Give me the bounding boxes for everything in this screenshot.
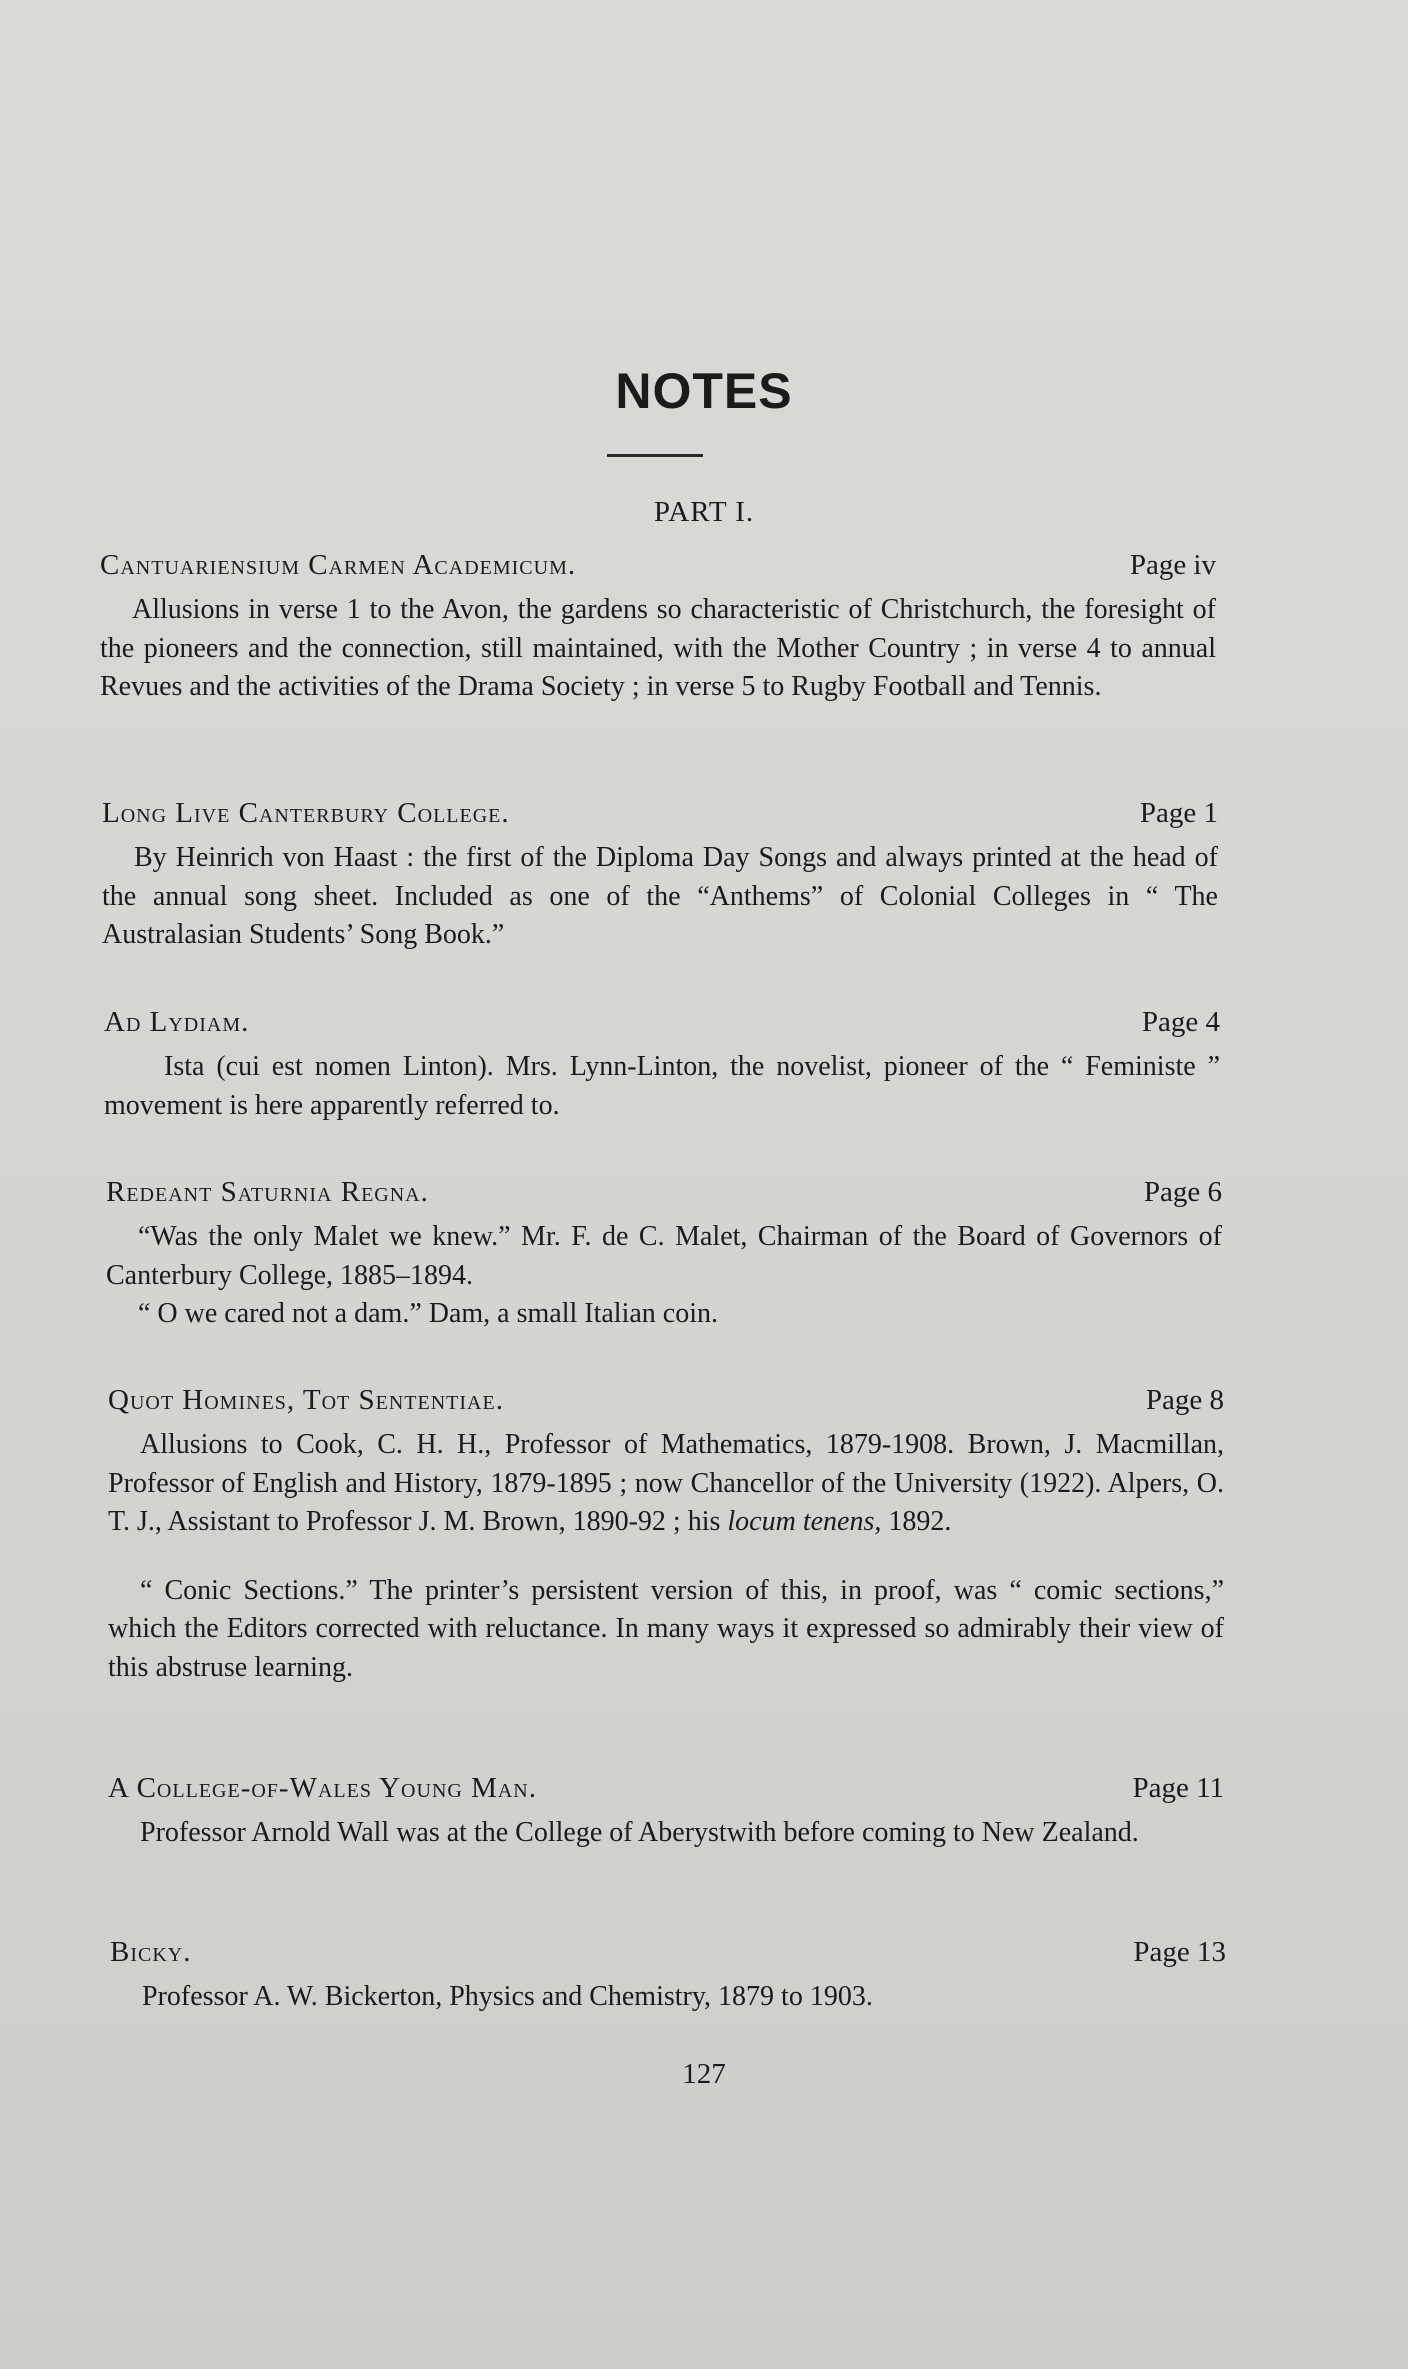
note-paragraph: “ O we cared not a dam.” Dam, a small Italian coin.: [138, 1298, 718, 1329]
note-paragraph: Professor A. W. Bickerton, Physics and Chemistry, 1879 to 1903.: [142, 1981, 873, 2012]
note-page-ref: Page 1: [1139, 797, 1218, 829]
note-entry: [102, 793, 1218, 955]
note-heading: Bicky.: [110, 1936, 192, 1968]
note-entry: [108, 1768, 1224, 1853]
page-number: 127: [682, 2058, 726, 2090]
note-page-ref: Page 4: [1141, 1006, 1220, 1038]
note-heading: Long Live Canterbury College.: [102, 797, 510, 829]
note-entry: [104, 1002, 1220, 1125]
note-paragraph: Ista (cui est nomen Linton). Mrs. Lynn-Linton, the novelist, pioneer of the “ Feministe ” movement is here apparently referred to.: [104, 1051, 1220, 1121]
note-paragraph: By Heinrich von Haast : the first of the Diploma Day Songs and always printed at the head of the annual song sheet. Included as one of the “Anthems” of Colonial Colleges in “ The Australasian Students’ Song Book.”: [102, 842, 1218, 950]
note-heading-row: [106, 1172, 1222, 1212]
note-heading-row: [102, 793, 1218, 833]
note-paragraph: Allusions in verse 1 to the Avon, the gardens so characteristic of Christchurch, the foresight of the pioneers and the connection, still maintained, with the Mother Country ; in verse 4 to annual Revues and the activities of the Drama Society ; in verse 5 to Rugby Football and Tennis.: [100, 594, 1216, 702]
note-heading-row: [110, 1932, 1226, 1972]
note-page-ref: Page 11: [1132, 1772, 1224, 1804]
note-paragraph: Professor Arnold Wall was at the College of Aberystwith before coming to New Zealand.: [140, 1817, 1139, 1848]
note-heading-row: [104, 1002, 1220, 1042]
note-heading-row: [108, 1380, 1224, 1420]
part-heading: PART I.: [653, 496, 755, 528]
note-heading-row: [108, 1768, 1224, 1808]
note-paragraph: Allusions to Cook, C. H. H., Professor of Mathematics, 1879-1908. Brown, J. Macmillan, Professor of English and History, 1879-1895 ; now Chancellor of the University (1922). Alpers, O. T. J., Assistant to Professor J. M. Brown, 1890-92 ; his locum tenens, 1892.: [108, 1429, 1224, 1537]
note-paragraph: “Was the only Malet we knew.” Mr. F. de C. Malet, Chairman of the Board of Governors of Canterbury College, 1885–1894.: [106, 1221, 1222, 1291]
note-entry: [110, 1932, 1226, 2017]
note-heading: Ad Lydiam.: [104, 1006, 250, 1038]
note-heading: Redeant Saturnia Regna.: [106, 1176, 429, 1208]
note-heading: Cantuariensium Carmen Academicum.: [100, 549, 577, 581]
italic-phrase: locum tenens,: [727, 1506, 882, 1537]
note-page-ref: Page 8: [1145, 1384, 1224, 1416]
note-paragraph: “ Conic Sections.” The printer’s persistent version of this, in proof, was “ comic sections,” which the Editors corrected with reluctance. In many ways it expressed so admirably their view of this abstruse learning.: [108, 1574, 1224, 1683]
note-entry: [100, 545, 1216, 707]
note-entry: [106, 1172, 1222, 1334]
note-page-ref: Page 6: [1143, 1176, 1222, 1208]
note-heading: A College-of-Wales Young Man.: [108, 1772, 538, 1804]
note-entry: [108, 1380, 1224, 1687]
title-rule: [607, 454, 703, 457]
note-page-ref: Page 13: [1133, 1936, 1226, 1968]
note-page-ref: Page iv: [1129, 549, 1216, 581]
note-heading: Quot Homines, Tot Sententiae.: [108, 1384, 504, 1416]
note-heading-row: [100, 545, 1216, 585]
page-title: NOTES: [615, 363, 793, 419]
